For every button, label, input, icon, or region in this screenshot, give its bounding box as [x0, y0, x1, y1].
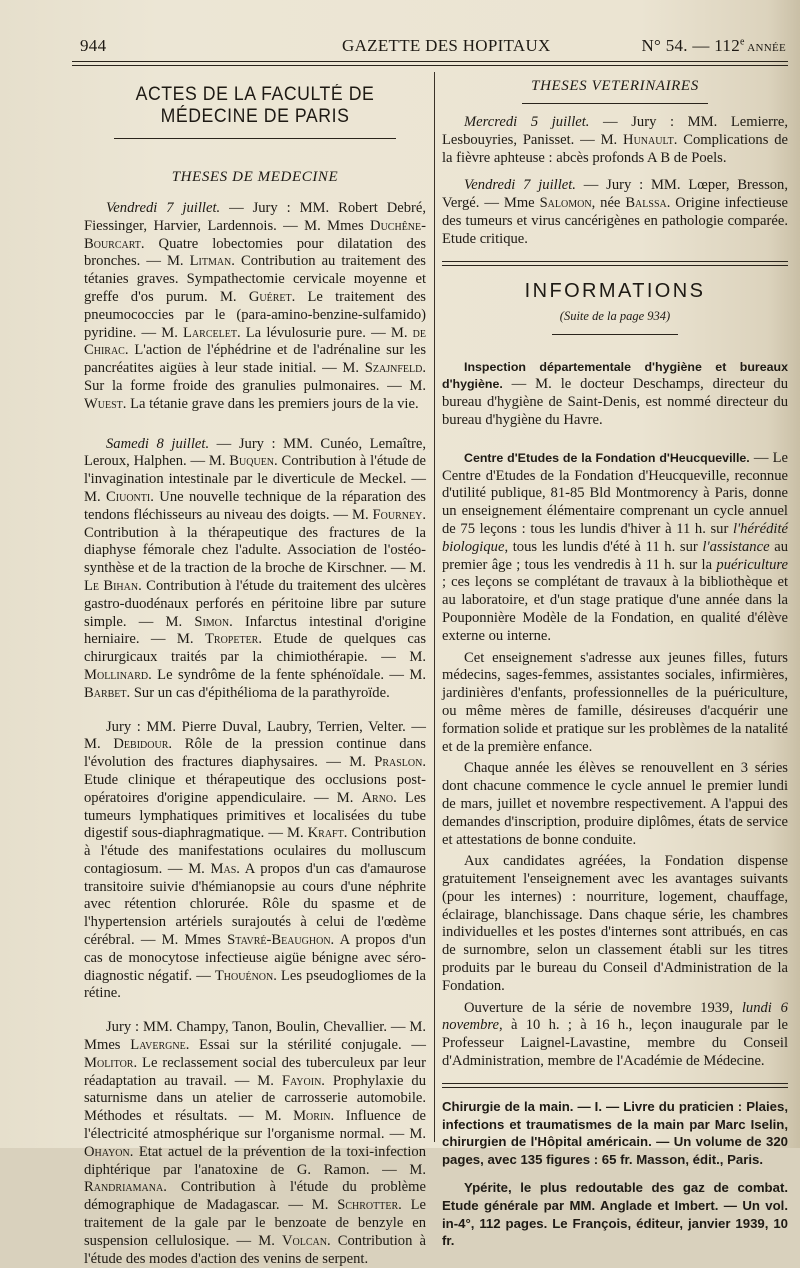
journal-title: GAZETTE DES HOPITAUX [342, 36, 551, 55]
book-yperite: Ypérite, le plus redoutable des gaz de combat. Etude générale par MM. Anglade et Imbert. — Un vol. in-4°, 112 pages. Le François, éditeur, janvier 1939, 10 fr. [442, 1180, 788, 1249]
section-title: ACTES DE LA FACULTÉ DE MÉDECINE DE PARIS [135, 84, 375, 127]
header-rule-double [72, 65, 788, 66]
centre-paragraph-3: Chaque année les élèves se renouvellent en 3 séries dont chacune commence le cycle annuel le premier lundi de mars, juillet et novembre respectivement. A l'appui des demandes d'inscription, produire diplômes, états de service et attestations de bonne conduite. [442, 760, 788, 848]
book-chirurgie-main: Chirurgie de la main. — I. — Livre du praticien : Plaies, infections et traumatismes de la main par Marc Iselin, chirurgien de l'Hôpital américain. — Un volume de 320 pages, avec 135 figures : 65 fr. Masson, édit., Paris. [442, 1098, 788, 1168]
friday-theses: Vendredi 7 juillet. — Jury : MM. Robert Debré, Fiessinger, Harvier, Lardennois. — M. Mmes Duchêne-Bourcart. Quatre lobectomies pour dilatation des bronches. — M. Litman. Contribution au traitement des tétanies graves. Sympathectomie cervicale moyenne et greffe d'os purum. M. Guéret. Le traitement des pneumococcies par le (para-amino-benzine-sulfamido) pyridine. — M. Larcelet. La lévulosurie pure. — M. de Chirac. L'action de l'éphédrine et de l'adrénaline sur les pancréatites aigües à leur stade initial. — M. Szajnfeld. Sur la forme froide des granulies pulmonaires. — M. Wuest. La tétanie grave dans les premiers jours de la vie. [84, 200, 427, 412]
centre-paragraph-2: Cet enseignement s'adresse aux jeunes filles, futurs médecins, sages-femmes, assistantes sociales, infirmières, jardinières d'enfants, professionnelles de la puériculture, ou même mères de famille, désireuses d'acquérir une formation solide et pratique sur les problèmes de la natalité et de la première enfance. [442, 649, 788, 755]
inspection-notice: Inspection départementale d'hygiène et bureaux d'hygiène. — M. le docteur Deschamps, directeur du bureau d'hygiène de Saint-Denis, est nommé directeur du bureau d'hygiène du Havre. [442, 359, 788, 428]
books-rule [442, 1083, 788, 1084]
friday-vet-theses: Vendredi 7 juillet. — Jury : MM. Lœper, Bresson, Vergé. — Mme Salomon, née Balssa. Origine infectieuse des tumeurs et virus cancérigènes en pathologie comparée. Etude critique. [442, 177, 788, 247]
centre-paragraph-5: Ouverture de la série de novembre 1939, lundi 6 novembre, à 10 h. ; à 16 h., leçon inaugurale par le Professeur Laignel-Lavastine, membre du Conseil d'Administration, membre de l'Académie de Médecine. [442, 999, 788, 1070]
centre-etudes-notice: Centre d'Etudes de la Fondation d'Heucqueville. — Le Centre d'Etudes de la Fondation d'Heucqueville, reconnue d'utilité publique, 81-85 Bld Montmorency à Paris, donne un enseignement élémentaire comprenant un cycle annuel de 75 leçons : tous les lundis d'hiver à 11 h. sur l'hérédité biologique, tous les lundis d'été à 11 h. sur l'assistance au premier âge ; tous les vendredis à 11 h. sur la puériculture ; ces leçons se complétant de travaux à la bibliothèque et au laboratoire, et d'un stage pratique d'une année dans la Pouponnière Modèle de la Fondation, en qualité d'élève externe ou interne. [442, 449, 788, 644]
informations-title: INFORMATIONS [524, 279, 706, 302]
saturday-theses: Samedi 8 juillet. — Jury : MM. Cunéo, Lemaître, Leroux, Halphen. — M. Buquen. Contribution à l'étude de l'invagination intestinale par le diverticule de Meckel. — M. Ciuonti. Une nouvelle technique de la réparation des tendons fléchisseurs au niveau des doigts. — M. Fourney. Contribution à la thérapeutique des fractures de la diaphyse fémorale chez l'adulte. Association de l'ostéo-synthèse et de la traction de la broche de Kirschner. — M. Le Bihan. Contribution à l'étude du traitement des ulcères gastro-duodénaux perforés en péritoine libre par suture simple. — M. Simon. Infarctus intestinal d'origine herniaire. — M. Tropeter. Etude de quelques cas chirurgicaux traités par la chimiothérapie. — M. Mollinard. Le syndrôme de la fente sphénoïdale. — M. Barbet. Sur un cas d'épithélioma de la parathyroïde. [84, 435, 426, 701]
subsection-title: THESES DE MEDECINE [171, 169, 339, 185]
wednesday-vet-theses: Mercredi 5 juillet. — Jury : MM. Lemierre, Lesbouyries, Panisset. — M. Hunault. Complications de la fièvre aphteuse : abcès profonds A B de Poels. [442, 114, 788, 166]
running-header [80, 36, 786, 60]
centre-paragraph-4: Aux candidates agréées, la Fondation dispense gratuitement l'enseignement avec les avantages suivants (pour les internes) : nourriture, logement, chauffage, éclairage, blanchissage. Dans chaque série, les chambres individuelles et les postes d'internes sont attribués, en cas de surnombre, selon un classement établi sur les titres produits par le bureau du Conseil d'Administration de la Fondation. [442, 853, 788, 994]
page-number: 944 [80, 36, 107, 55]
vet-theses-title: THESES VETERINAIRES [531, 78, 699, 94]
column-divider [434, 72, 435, 1142]
jury-duval: Jury : MM. Pierre Duval, Laubry, Terrien, Velter. — M. Debidour. Rôle de la pression continue dans l'évolution des fractures diaphysaires. — M. Praslon. Etude clinique et thérapeutique des occlusions post-opératoires d'origine appendiculaire. — M. Arno. Les tumeurs lymphatiques primitives et localisées du tube digestif sous-diaphragmatique. — M. Kraft. Contribution à l'étude des manifestations oculaires du molluscum contagiosum. — M. Mas. A propos d'un cas d'amaurose transitoire suivie d'hémianopsie au cours d'une néphrite avec rétention chlorurée. Rôle du spasme et de l'hypertension artériels surajoutés à celui de l'œdème cérébral. — M. Mmes Stavré-Beaughon. A propos d'un cas de monocytose infectieuse aigüe bénigne avec séro-diagnostic négatif. — Thouénon. Les pseudogliomes de la rétine. [84, 718, 426, 1002]
left-column [84, 72, 426, 1268]
right-column [442, 72, 788, 1250]
issue-info: N° 54. — 112e ANNÉE [641, 36, 786, 55]
header-rule [72, 61, 788, 62]
jury-champy: Jury : MM. Champy, Tanon, Boulin, Chevallier. — M. Mmes Lavergne. Essai sur la stérilité conjugale. — Molitor. Le reclassement social des tuberculeux par leur réadaptation au travail. — M. Fayoin. Prophylaxie du saturnisme dans un atelier de carrosserie automobile. Méthodes et résultats. — M. Morin. Influence de l'électricité atmosphérique sur l'organisme normal. — M. Ohayon. Etat actuel de la prévention de la toxi-infection diphtérique par l'anatoxine de G. Ramon. — M. Randriamana. Contribution à l'étude du problème démographique de Madagascar. — M. Schrotter. Le traitement de la gale par le benzoate de benzyle en suspension cellulosique. — M. Volcan. Contribution à l'étude des modes d'action des venins de serpent. [84, 1019, 426, 1267]
info-rule-top [442, 261, 788, 262]
informations-subtitle: (Suite de la page 934) [559, 308, 671, 323]
